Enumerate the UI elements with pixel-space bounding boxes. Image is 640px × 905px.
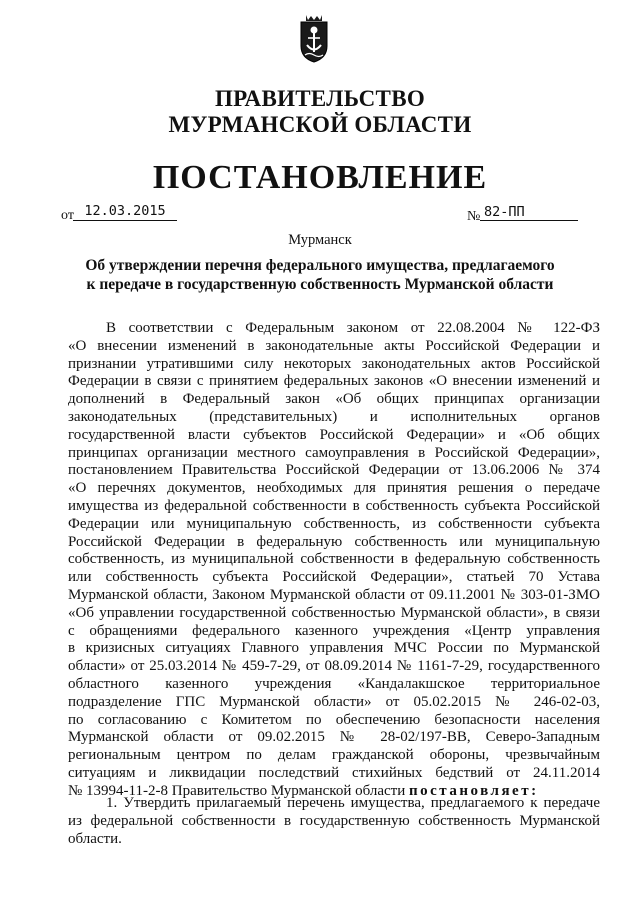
government-name-line1: ПРАВИТЕЛЬСТВО bbox=[214, 86, 426, 111]
body-line: Мурманской области от 09.02.2015 № 28-02/197-ВВ, Северо-Западным bbox=[68, 729, 600, 746]
body-line: «О перечнях документов, необходимых для принятия решения о передаче bbox=[68, 480, 600, 497]
body-line: по согласованию с Комитетом по обеспечению безопасности населения bbox=[68, 711, 600, 728]
body-line: дополнений в Федеральный закон «Об общих принципах организации bbox=[68, 391, 600, 408]
body-line: Российской Федерации в федеральную собственность или муниципальную bbox=[68, 533, 600, 550]
city: Мурманск bbox=[288, 232, 352, 248]
document-title-line1: Об утверждении перечня федерального имущества, предлагаемого bbox=[85, 257, 555, 274]
body-line: подразделение ГПС Мурманской области» от 05.02.2015 № 246-02-03, bbox=[68, 693, 600, 710]
body-line: имущества из федеральной собственности в собственность субъекта Российской bbox=[68, 497, 600, 514]
murmansk-coat-of-arms-icon bbox=[299, 12, 329, 64]
body-line: «Об управлении государственной собственностью Мурманской области», в связи bbox=[68, 604, 600, 621]
document-type: ПОСТАНОВЛЕНИЕ bbox=[152, 159, 488, 196]
document-title-line2: к передаче в государственную собственность Мурманской области bbox=[86, 276, 554, 293]
body-line: В соответствии с Федеральным законом от 22.08.2004 № 122-ФЗ bbox=[106, 320, 600, 336]
body-line: Федерации в связи с принятием федеральных законов «О внесении изменений и bbox=[68, 373, 600, 390]
body-line: постановлением Правительства Российской Федерации от 13.06.2006 № 374 bbox=[68, 462, 600, 479]
body-line: Мурманской области, Законом Мурманской области от 09.11.2001 № 303-01-ЗМО bbox=[68, 586, 600, 603]
body-line: признании утратившими силу некоторых законодательных актов Российской bbox=[68, 355, 600, 372]
body-line: или собственность субъекта Российской Федерации», статьей 70 Устава bbox=[68, 569, 600, 586]
resolves-word: постановляет: bbox=[409, 782, 539, 799]
document-date: 12.03.2015 bbox=[73, 203, 177, 221]
body-line: ситуациям и ликвидации последствий стихийных бедствий от 24.11.2014 bbox=[68, 764, 600, 781]
item-line: 1. Утвердить прилагаемый перечень имущества, предлагаемого к передаче bbox=[106, 795, 600, 811]
number-prefix: № bbox=[467, 209, 481, 224]
body-line: принципах организации местного самоуправления в Российской Федерации», bbox=[68, 444, 600, 461]
emblem bbox=[299, 12, 329, 64]
body-line: в кризисных ситуациях Главного управления МЧС России по Мурманской bbox=[68, 640, 600, 657]
item-line: из федеральной собственности в государственную собственность Мурманской bbox=[68, 812, 600, 829]
body-line: региональным центром по делам гражданской обороны, чрезвычайным bbox=[68, 747, 600, 764]
date-prefix: от bbox=[61, 208, 74, 223]
body-line: с обращениями федерального казенного учреждения «Центр управления bbox=[68, 622, 600, 639]
government-name-line2: МУРМАНСКОЙ ОБЛАСТИ bbox=[168, 112, 472, 137]
body-line: Федерации или муниципальную собственность, из собственности субъекта bbox=[68, 515, 600, 532]
body-line: «О внесении изменений в законодательные акты Российской Федерации и bbox=[68, 337, 600, 354]
body-line: законодательных (представительных) и исполнительных органов bbox=[68, 408, 600, 425]
resolution-item-1 bbox=[68, 795, 600, 848]
body-line: областного казенного учреждения «Кандалакшское территориальное bbox=[68, 675, 600, 692]
item-line: области. bbox=[68, 830, 122, 847]
document-number: 82-ПП bbox=[480, 204, 578, 221]
body-line: области» от 25.03.2014 № 459-7-29, от 08.09.2014 № 1161-7-29, государственного bbox=[68, 658, 600, 675]
body-last-text: № 13994-11-2-8 Правительство Мурманской области bbox=[68, 782, 406, 799]
preamble bbox=[68, 320, 600, 801]
body-line: собственность, из муниципальной собственности в федеральную собственность bbox=[68, 551, 600, 568]
body-line: государственной власти субъектов Российской Федерации» и «Об общих bbox=[68, 426, 600, 443]
